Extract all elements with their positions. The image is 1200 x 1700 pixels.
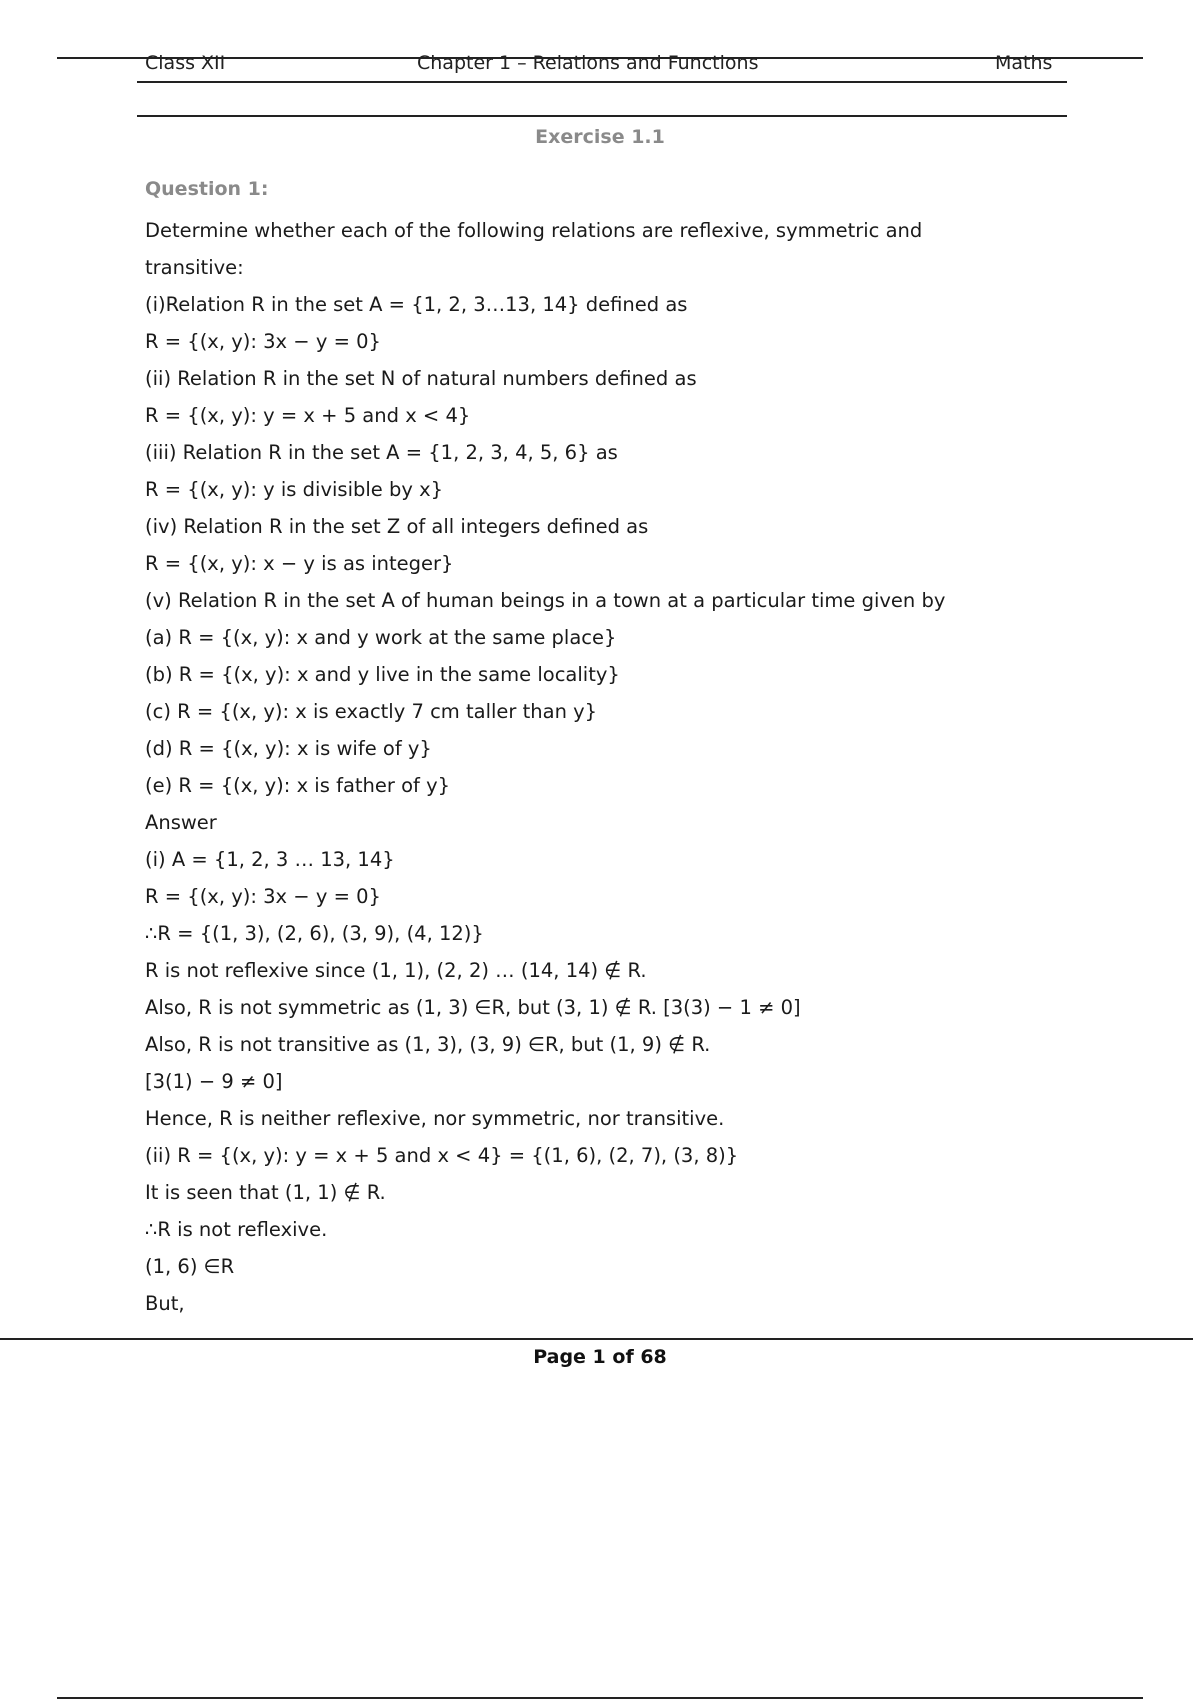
text-line: Also, R is not transitive as (1, 3), (3, 9) ∈R, but (1, 9) ∉ R. xyxy=(145,1033,711,1056)
text-line: (v) Relation R in the set A of human beings in a town at a particular time given by xyxy=(145,589,946,612)
text-line: R = {(x, y): y = x + 5 and x < 4} xyxy=(145,404,471,427)
text-line: (i)Relation R in the set A = {1, 2, 3…13, 14} defined as xyxy=(145,293,688,316)
text-line: R = {(x, y): 3x − y = 0} xyxy=(145,330,381,353)
text-line: transitive: xyxy=(145,256,244,279)
exercise-title: Exercise 1.1 xyxy=(535,126,665,148)
text-line: R = {(x, y): 3x − y = 0} xyxy=(145,885,381,908)
page-number: Page 1 of 68 xyxy=(533,1346,667,1368)
text-line: (i) A = {1, 2, 3 … 13, 14} xyxy=(145,848,395,871)
text-line: ∴R = {(1, 3), (2, 6), (3, 9), (4, 12)} xyxy=(145,922,484,945)
title-rule xyxy=(137,115,1067,117)
text-line: Hence, R is neither reflexive, nor symmetric, nor transitive. xyxy=(145,1107,725,1130)
text-line: R = {(x, y): x − y is as integer} xyxy=(145,552,454,575)
text-line: Determine whether each of the following relations are reflexive, symmetric and xyxy=(145,219,923,242)
header-chapter: Chapter 1 – Relations and Functions xyxy=(417,52,759,74)
text-line: (e) R = {(x, y): x is father of y} xyxy=(145,774,451,797)
text-line: (a) R = {(x, y): x and y work at the same place} xyxy=(145,626,617,649)
header-class: Class XII xyxy=(145,52,226,74)
text-line: Answer xyxy=(145,811,217,834)
text-line: (ii) R = {(x, y): y = x + 5 and x < 4} = {(1, 6), (2, 7), (3, 8)} xyxy=(145,1144,739,1167)
header-subject: Maths xyxy=(995,52,1053,74)
text-line: (iv) Relation R in the set Z of all integers defined as xyxy=(145,515,649,538)
text-line: ∴R is not reflexive. xyxy=(145,1218,328,1241)
header-bottom-rule xyxy=(137,81,1067,83)
text-line: (1, 6) ∈R xyxy=(145,1255,235,1278)
text-line: (d) R = {(x, y): x is wife of y} xyxy=(145,737,432,760)
text-line: (c) R = {(x, y): x is exactly 7 cm taller than y} xyxy=(145,700,598,723)
text-line: (b) R = {(x, y): x and y live in the same locality} xyxy=(145,663,620,686)
text-line: It is seen that (1, 1) ∉ R. xyxy=(145,1181,386,1204)
text-line: [3(1) − 9 ≠ 0] xyxy=(145,1070,283,1093)
page-body xyxy=(145,212,1095,1322)
text-line: Also, R is not symmetric as (1, 3) ∈R, but (3, 1) ∉ R. [3(3) − 1 ≠ 0] xyxy=(145,996,801,1019)
footer-rule xyxy=(0,1338,1193,1340)
text-line: (ii) Relation R in the set N of natural numbers defined as xyxy=(145,367,697,390)
text-line: R is not reflexive since (1, 1), (2, 2) … (14, 14) ∉ R. xyxy=(145,959,647,982)
bottom-rule xyxy=(57,1697,1143,1699)
text-line: But, xyxy=(145,1292,185,1315)
question-label: Question 1: xyxy=(145,178,269,200)
text-line: R = {(x, y): y is divisible by x} xyxy=(145,478,444,501)
text-line: (iii) Relation R in the set A = {1, 2, 3, 4, 5, 6} as xyxy=(145,441,618,464)
